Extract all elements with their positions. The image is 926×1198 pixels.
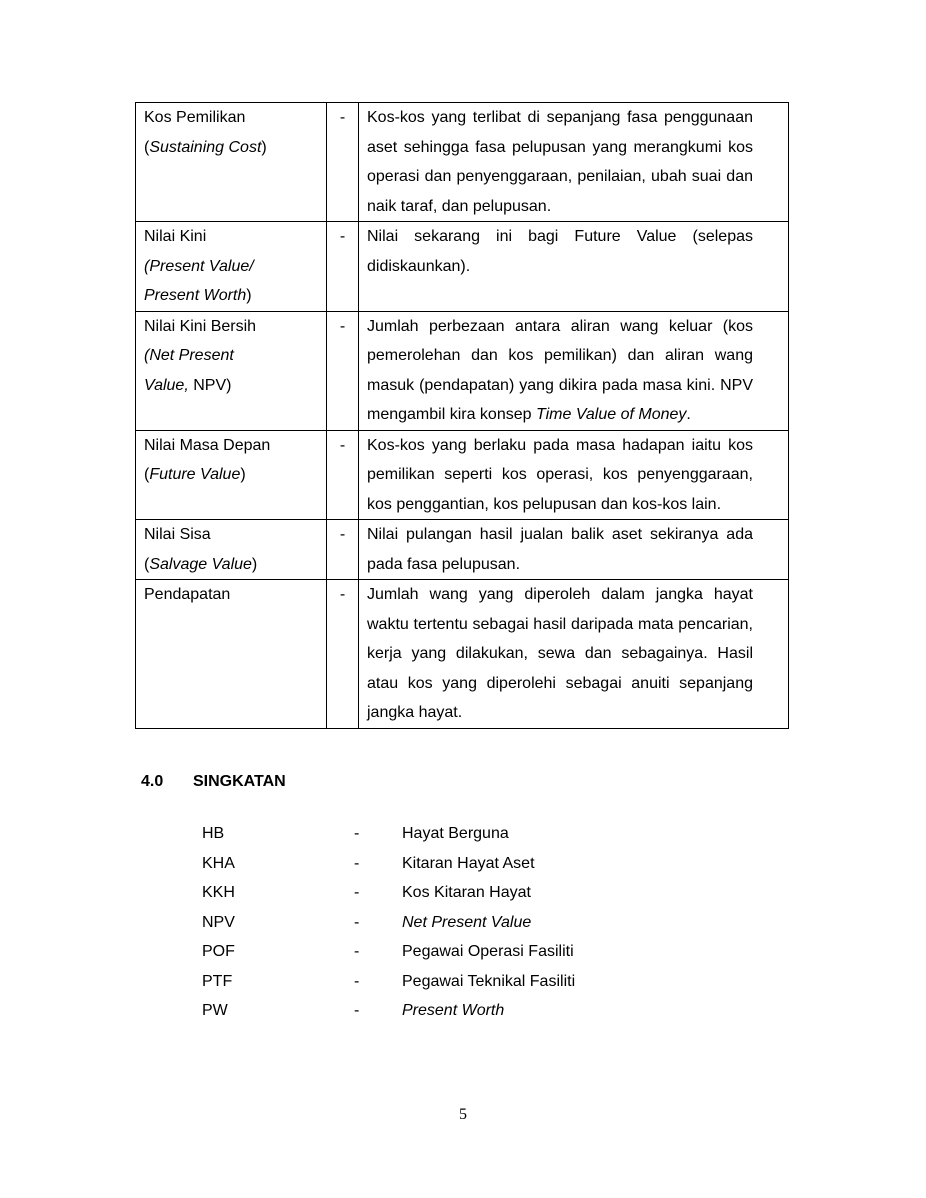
abbreviation-dash: - <box>354 972 360 990</box>
table-row <box>136 520 789 580</box>
dash-cell: - <box>327 103 359 222</box>
abbreviation-dash: - <box>354 825 360 842</box>
description-cell: Nilai sekarang ini bagi Future Value (selepas didiskaunkan). <box>359 222 789 312</box>
term-english: (Net Present <box>144 347 234 364</box>
list-item <box>0 999 926 1029</box>
dash-cell: - <box>327 430 359 520</box>
description-cell: Kos-kos yang berlaku pada masa hadapan iaitu kos pemilikan seperti kos operasi, kos penyenggaraan, kos penggantian, kos pelupusan dan kos-kos lain. <box>359 430 789 520</box>
section-title: SINGKATAN <box>193 773 286 790</box>
description-cell: Nilai pulangan hasil jualan balik aset sekiranya ada pada fasa pelupusan. <box>359 520 789 580</box>
abbreviation-meaning: Kitaran Hayat Aset <box>402 854 535 872</box>
abbreviation-dash: - <box>354 913 360 931</box>
abbreviation-meaning: Kos Kitaran Hayat <box>402 884 531 901</box>
term-label: Nilai Masa Depan <box>144 436 271 454</box>
dash-cell: - <box>327 311 359 430</box>
term-english: (Salvage Value) <box>144 555 258 573</box>
abbreviation-meaning: Pegawai Operasi Fasiliti <box>402 943 574 960</box>
dash-cell: - <box>327 520 359 580</box>
dash-cell: - <box>327 222 359 312</box>
term-label: Nilai Kini Bersih <box>144 317 257 335</box>
list-item <box>0 940 926 970</box>
term-english: (Future Value) <box>144 466 246 483</box>
abbreviation-code: POF <box>202 943 235 960</box>
list-item <box>0 881 926 911</box>
list-item <box>0 822 926 852</box>
abbreviation-meaning: Pegawai Teknikal Fasiliti <box>402 972 576 990</box>
term-label: Pendapatan <box>144 586 231 603</box>
term-label: Nilai Sisa <box>144 526 211 543</box>
abbreviation-list <box>0 822 926 1029</box>
abbreviation-meaning: Hayat Berguna <box>402 825 509 842</box>
abbreviation-meaning: Net Present Value <box>402 913 532 931</box>
dash-cell: - <box>327 580 359 729</box>
description-cell: Jumlah perbezaan antara aliran wang keluar (kos pemerolehan dan kos pemilikan) dan aliran wang masuk (pendapatan) yang dikira pada masa kini. NPV mengambil kira konsep Time Value of Money. <box>359 311 789 430</box>
abbreviation-code: PTF <box>202 972 233 990</box>
list-item <box>0 970 926 1000</box>
term-cell <box>136 520 327 580</box>
page-number: 5 <box>459 1106 467 1123</box>
term-cell <box>136 103 327 222</box>
abbreviation-dash: - <box>354 884 360 901</box>
list-item <box>0 852 926 882</box>
term-english-cont: Present Worth) <box>144 287 252 304</box>
abbreviation-dash: - <box>354 1002 360 1019</box>
abbreviation-dash: - <box>354 943 360 960</box>
table-row <box>136 580 789 729</box>
abbreviation-code: HB <box>202 825 225 842</box>
section-heading <box>141 770 286 794</box>
term-cell <box>136 430 327 520</box>
table-row <box>136 311 789 430</box>
term-cell <box>136 311 327 430</box>
table-row <box>136 222 789 312</box>
term-cell <box>136 222 327 312</box>
definitions-table <box>135 102 789 729</box>
description-cell: Kos-kos yang terlibat di sepanjang fasa penggunaan aset sehingga fasa pelupusan yang merangkumi kos operasi dan penyenggaraan, penilaian, ubah suai dan naik taraf, dan pelupusan. <box>359 103 789 222</box>
abbreviation-dash: - <box>354 854 360 872</box>
table-row <box>136 430 789 520</box>
term-label: Nilai Kini <box>144 228 207 245</box>
description-cell: Jumlah wang yang diperoleh dalam jangka hayat waktu tertentu sebagai hasil daripada mata pencarian, kerja yang dilakukan, sewa dan sebagainya. Hasil atau kos yang diperolehi sebagai anuiti sepanjang jangka hayat. <box>359 580 789 729</box>
term-label: Kos Pemilikan <box>144 109 246 126</box>
section-number: 4.0 <box>141 773 164 790</box>
term-english: (Present Value/ <box>144 257 254 275</box>
abbreviation-code: KKH <box>202 884 235 901</box>
abbreviation-code: KHA <box>202 854 235 872</box>
term-english-cont: Value, NPV) <box>144 376 232 394</box>
abbreviation-code: PW <box>202 1002 228 1019</box>
list-item <box>0 911 926 941</box>
term-cell <box>136 580 327 729</box>
table-row <box>136 103 789 222</box>
abbreviation-meaning: Present Worth <box>402 1002 505 1019</box>
abbreviation-code: NPV <box>202 913 235 931</box>
term-english: (Sustaining Cost) <box>144 138 267 156</box>
